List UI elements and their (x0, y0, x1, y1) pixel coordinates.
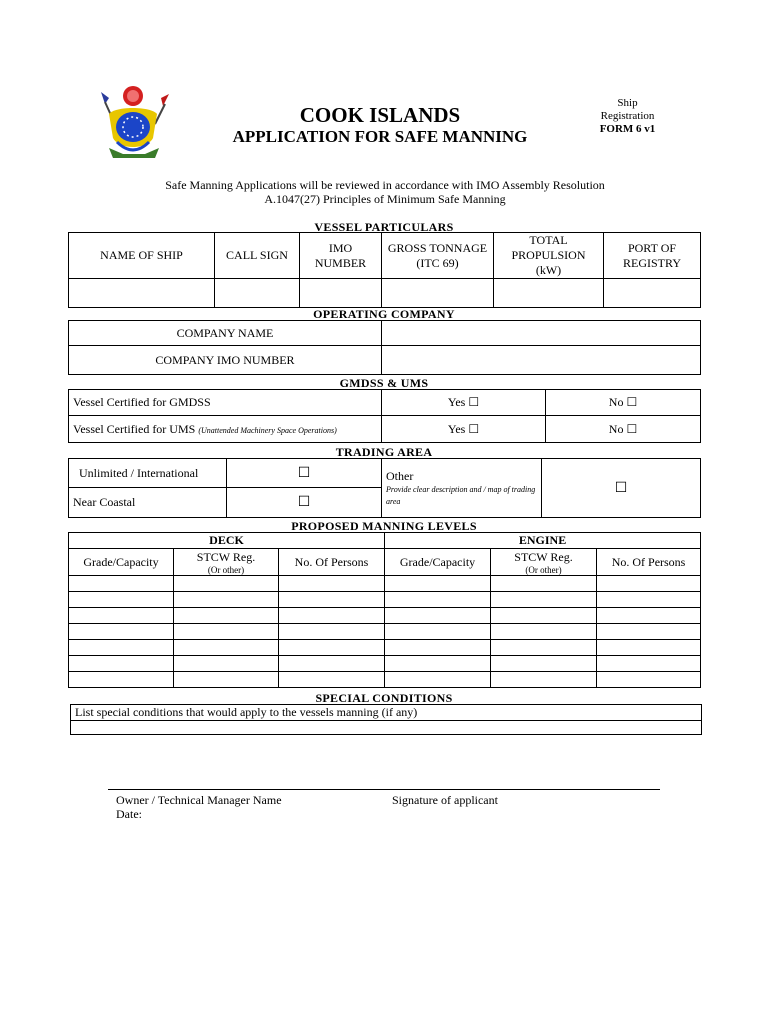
gmdss-yes-option[interactable]: Yes ☐ (382, 390, 546, 416)
owner-label: Owner / Technical Manager Name (116, 793, 282, 807)
company-heading: OPERATING COMPANY (313, 307, 455, 321)
table-row (69, 624, 701, 640)
col-gross-tonnage: GROSS TONNAGE (ITC 69) (382, 233, 494, 279)
company-imo-label: COMPANY IMO NUMBER (69, 346, 382, 375)
deck-persons-header: No. Of Persons (279, 549, 385, 576)
col-port-of-registry: PORT OF REGISTRY (604, 233, 701, 279)
deck-grade-header: Grade/Capacity (69, 549, 174, 576)
engine-heading: ENGINE (385, 533, 701, 549)
gmdss-heading: GMDSS & UMS (339, 376, 429, 390)
page-title: COOK ISLANDS (299, 103, 461, 127)
checkbox-icon[interactable]: ☐ (468, 421, 480, 436)
manning-heading: PROPOSED MANNING LEVELS (291, 519, 477, 533)
signature-label: Signature of applicant (392, 793, 498, 807)
engine-stcw-header: STCW Reg. (Or other) (491, 549, 597, 576)
deck-heading: DECK (69, 533, 385, 549)
date-label: Date: (116, 807, 142, 821)
special-prompt: List special conditions that would apply to the vessels manning (if any) (71, 705, 702, 721)
trading-table (68, 458, 701, 518)
table-row (69, 640, 701, 656)
gmdss-label: Vessel Certified for GMDSS (69, 390, 382, 416)
call-sign-field[interactable] (215, 279, 300, 308)
signature-line (108, 789, 660, 790)
gmdss-table (68, 389, 701, 443)
manning-table (68, 532, 701, 688)
other-cell: Other Provide clear description and / map of trading area (382, 459, 542, 518)
engine-persons-header: No. Of Persons (597, 549, 701, 576)
coastal-label: Near Coastal (69, 488, 227, 518)
special-heading: SPECIAL CONDITIONS (315, 691, 453, 705)
company-name-field[interactable] (382, 321, 701, 346)
checkbox-icon[interactable]: ☐ (468, 395, 480, 409)
engine-grade-header: Grade/Capacity (385, 549, 491, 576)
coastal-checkbox[interactable]: ☐ (227, 488, 382, 518)
gross-tonnage-field[interactable] (382, 279, 494, 308)
name-of-ship-field[interactable] (69, 279, 215, 308)
form-id: Ship Registration FORM 6 v1 (599, 97, 656, 135)
table-row (69, 592, 701, 608)
col-total-propulsion: TOTAL PROPULSION (kW) (494, 233, 604, 279)
port-of-registry-field[interactable] (604, 279, 701, 308)
table-row (69, 672, 701, 688)
special-table (70, 704, 702, 735)
total-propulsion-field[interactable] (494, 279, 604, 308)
col-call-sign: CALL SIGN (215, 233, 300, 279)
imo-number-field[interactable] (300, 279, 382, 308)
col-name-of-ship: NAME OF SHIP (69, 233, 215, 279)
checkbox-icon[interactable]: ☐ (626, 421, 638, 436)
company-imo-field[interactable] (382, 346, 701, 375)
deck-stcw-header: STCW Reg. (Or other) (174, 549, 279, 576)
table-row (69, 656, 701, 672)
table-row (69, 608, 701, 624)
ums-yes-option[interactable]: Yes ☐ (382, 416, 546, 443)
company-table (68, 320, 701, 375)
owner-block (116, 793, 282, 821)
unlimited-checkbox[interactable]: ☐ (227, 459, 382, 488)
trading-heading: TRADING AREA (335, 445, 433, 459)
unlimited-label: Unlimited / International (69, 459, 227, 488)
other-checkbox[interactable]: ☐ (542, 459, 701, 518)
vessel-heading: VESSEL PARTICULARS (314, 220, 454, 234)
vessel-table (68, 232, 701, 308)
checkbox-icon[interactable]: ☐ (626, 395, 638, 409)
ums-label: Vessel Certified for UMS (Unattended Machinery Space Operations) (69, 416, 382, 443)
company-name-label: COMPANY NAME (69, 321, 382, 346)
ums-no-option[interactable]: No ☐ (546, 416, 701, 443)
gmdss-no-option[interactable]: No ☐ (546, 390, 701, 416)
special-conditions-field[interactable] (71, 721, 702, 735)
table-row (69, 576, 701, 592)
page-subtitle: APPLICATION FOR SAFE MANNING (232, 127, 528, 146)
intro-text: Safe Manning Applications will be reviewed in accordance with IMO Assembly Resolution A.1047(27) Principles of Minimum Safe Manning (165, 178, 605, 206)
col-imo-number: IMO NUMBER (300, 233, 382, 279)
